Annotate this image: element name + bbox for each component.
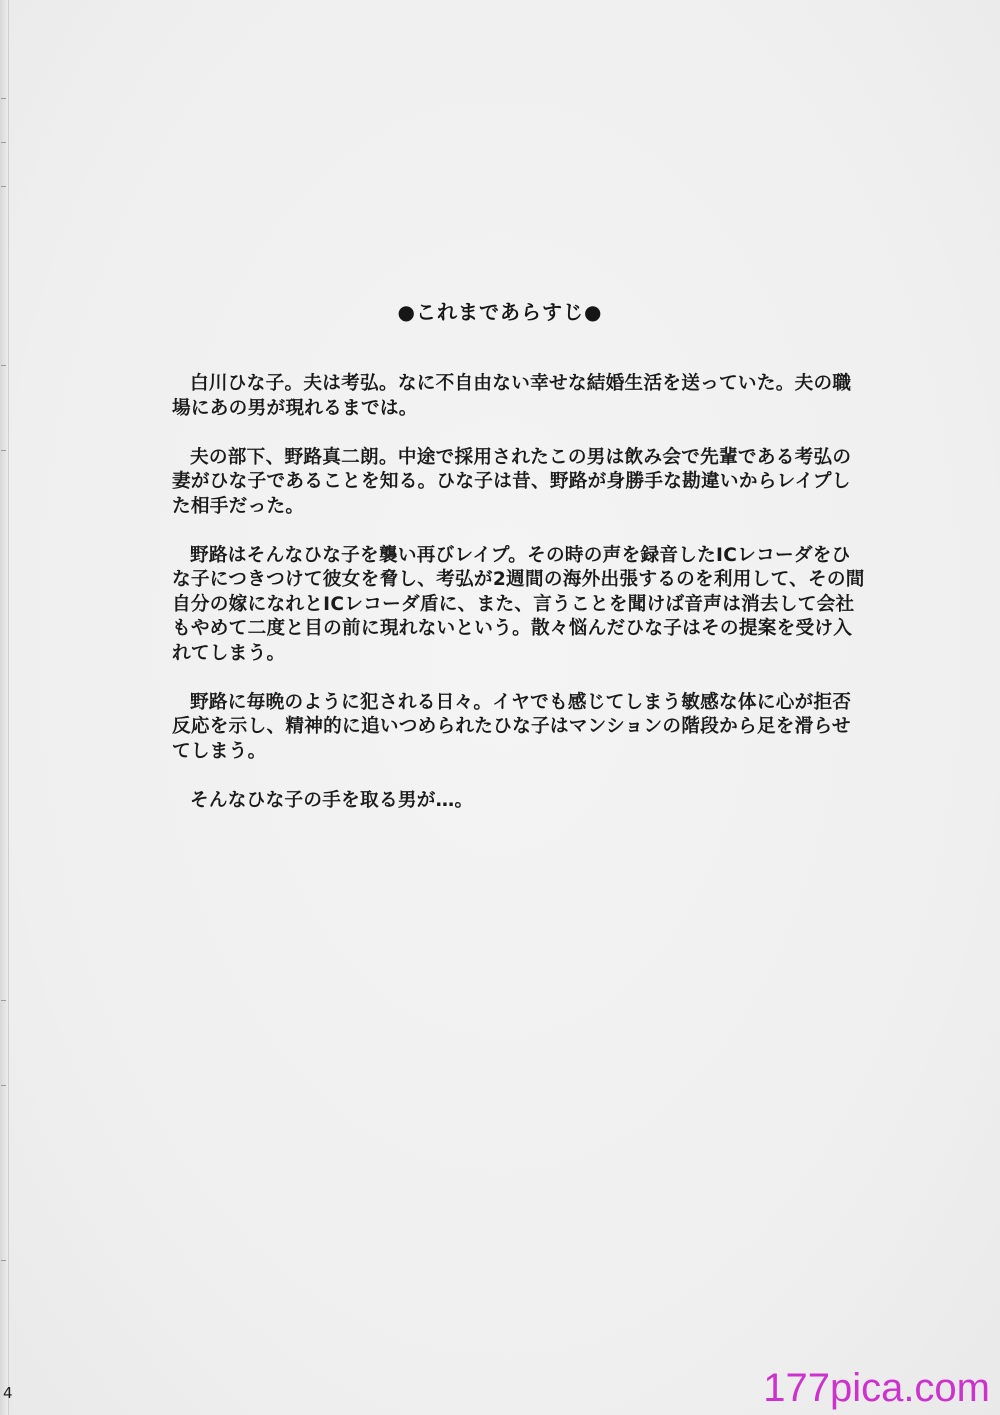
synopsis-paragraph [172,789,867,814]
paragraph-text: 野路はそんなひな子を襲い再びレイプ。その時の声を録音したICレコーダをひな子につきつけて彼女を脅し、考弘が2週間の海外出張するのを利用して、その間自分の嫁になれとICレコーダ盾に、また、言うことを聞けば音声は消去して会社もやめて二度と目の前に現れないという。散々悩んだひな子はその提案を受け入れてしまう。 [172,544,865,664]
binding-tick [1,98,6,99]
binding-tick [1,365,6,366]
synopsis-paragraph [172,446,867,520]
synopsis-body [172,372,867,838]
binding-tick [1,1085,6,1086]
binding-tick [1,1260,6,1261]
binding-edge [0,0,9,1415]
paragraph-text: 白川ひな子。夫は考弘。なに不自由ない幸せな結婚生活を送っていた。夫の職場にあの男が現れるまでは。 [172,373,852,419]
binding-tick [1,186,6,187]
paragraph-text: 夫の部下、野路真二朗。中途で採用されたこの男は飲み会で先輩である考弘の妻がひな子であることを知る。ひな子は昔、野路が身勝手な勘違いからレイプした相手だった。 [172,446,852,517]
page-number: 4 [3,1384,13,1402]
binding-tick [1,142,6,143]
synopsis-paragraph [172,544,867,667]
binding-tick [1,1000,6,1001]
synopsis-heading: ●これまであらすじ● [397,300,603,324]
synopsis-paragraph [172,691,867,765]
synopsis-paragraph [172,372,867,421]
paragraph-text: そんなひな子の手を取る男が…。 [190,789,474,811]
paragraph-text: 野路に毎晩のように犯される日々。イヤでも感じてしまう敏感な体に心が拒否反応を示し、精神的に追いつめられたひな子はマンションの階段から足を滑らせてしまう。 [172,691,852,762]
binding-tick [1,450,6,451]
site-watermark: 177pica.com [763,1366,990,1410]
